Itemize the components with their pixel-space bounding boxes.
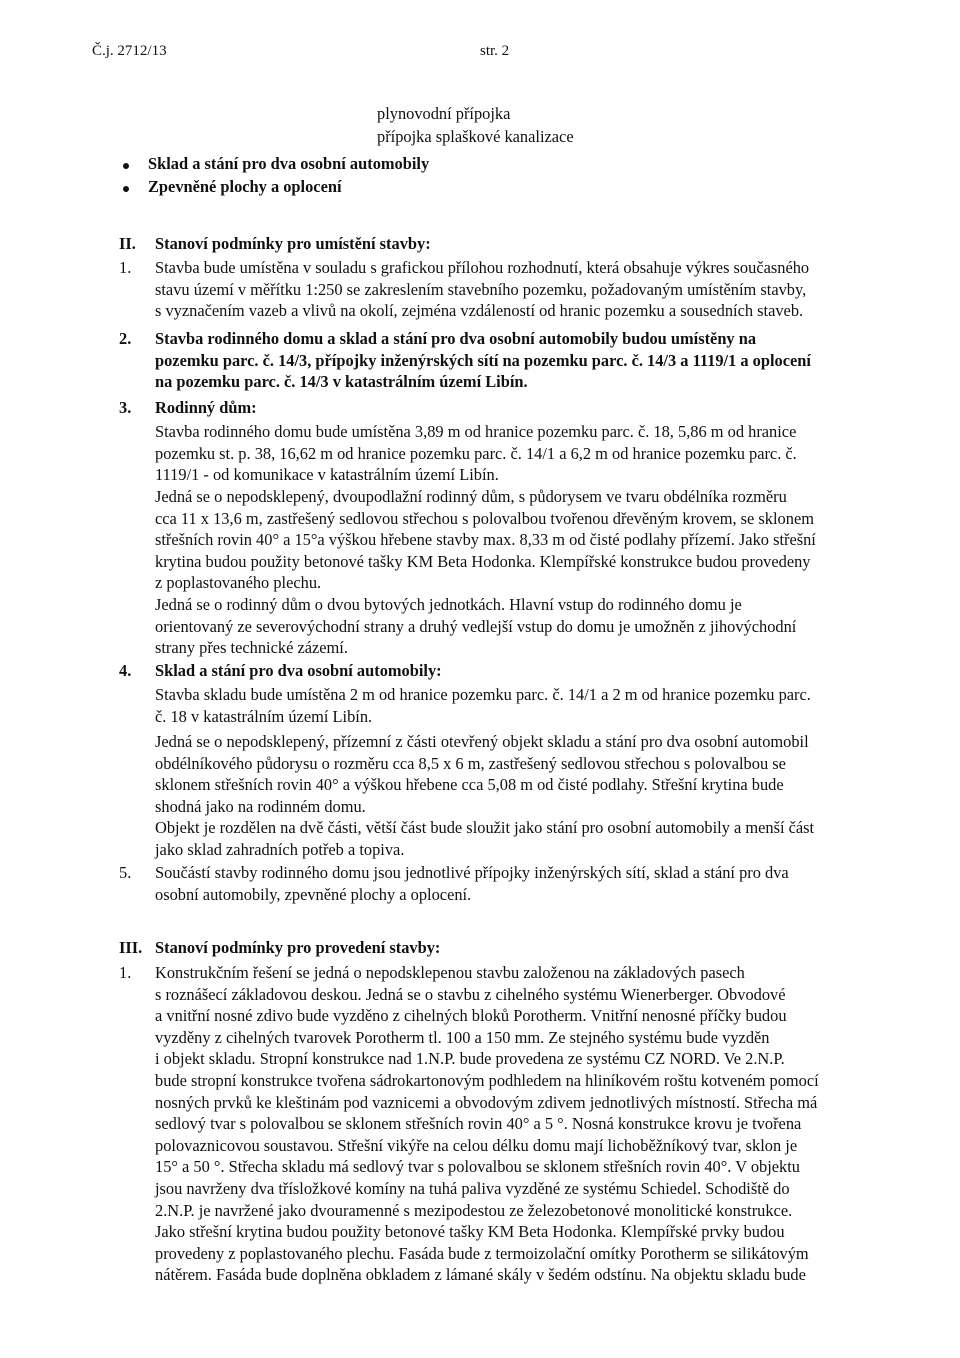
text-line: jsou navrženy dva třísložkové komíny na tuhá paliva vyzděné ze systému Schiedel. Schodiště do xyxy=(155,1178,790,1198)
text-line: pozemku parc. č. 14/3, přípojky inženýrských sítí na pozemku parc. č. 14/3 a 1119/1 a oplocení xyxy=(155,350,811,370)
text-line: Jedná se o rodinný dům o dvou bytových jednotkách. Hlavní vstup do rodinného domu je xyxy=(155,595,742,614)
text-line: bude stropní konstrukce tvořena sádrokartonovým podhledem na hliníkovém roštu kotveném pomocí xyxy=(155,1070,819,1090)
item-3-paragraph-2 xyxy=(155,486,873,594)
text-line: i objekt skladu. Stropní konstrukce nad 1.N.P. bude provedena ze systému CZ NORD. Ve 2.N.P. xyxy=(155,1049,785,1069)
item-number: 1. xyxy=(119,963,132,982)
item-4-paragraph-3 xyxy=(155,817,873,860)
text-line: Stavba rodinného domu a sklad a stání pro dva osobní automobily budou umístěny na xyxy=(155,329,757,348)
text-line: vyzděny z cihelných tvarovek Porotherm tl. 100 a 150 mm. Ze stejného systému bude vyzděn xyxy=(155,1027,770,1047)
text-line: Stavba skladu bude umístěna 2 m od hranice pozemku parc. č. 14/1 a 2 m od hranice pozemku parc. xyxy=(155,685,811,704)
text-line: polovaznicovou soustavou. Střešní vikýře na celou délku domu mají lichoběžníkový tvar, sklon je xyxy=(155,1135,798,1155)
text-line: Jedná se o nepodsklepený, dvoupodlažní rodinný dům, s půdorysem ve tvaru obdélníka rozměru xyxy=(155,487,787,506)
text-line: 1119/1 - od komunikace v katastrálním území Libín. xyxy=(155,465,499,485)
page-number: str. 2 xyxy=(480,43,510,59)
item-number: 1. xyxy=(119,258,132,277)
item-1-text xyxy=(155,257,873,322)
connection-line-sewer: přípojka splaškové kanalizace xyxy=(377,127,574,146)
text-line: pozemku st. p. 38, 16,62 m od hranice pozemku parc. č. 14/1 a 6,2 m od hranice pozemku parc. č. xyxy=(155,443,797,463)
item-3-heading: Rodinný dům: xyxy=(155,398,257,417)
text-line: Objekt je rozdělen na dvě části, větší část bude sloužit jako stání pro osobní automobily a menší část xyxy=(155,818,815,837)
text-line: stavu území v měřítku 1:250 se zakreslením stavebního pozemku, požadovaným umístěním stavby, xyxy=(155,279,807,299)
text-line: shodná jako na rodinném domu. xyxy=(155,796,366,816)
item-number: 4. xyxy=(119,661,132,680)
text-line: osobní automobily, zpevněné plochy a oplocení. xyxy=(155,884,472,904)
item-number: 5. xyxy=(119,863,132,882)
bullet-icon xyxy=(123,163,129,169)
text-line: nátěrem. Fasáda bude doplněna obkladem z lámané skály v šedém odstínu. Na objektu skladu bude xyxy=(155,1265,806,1285)
text-line: Stavba bude umístěna v souladu s grafickou přílohou rozhodnutí, která obsahuje výkres současného xyxy=(155,258,810,277)
item-number: 2. xyxy=(119,329,132,348)
item-5-text xyxy=(155,862,873,905)
text-line: z poplastovaného plechu. xyxy=(155,573,322,593)
text-line: na pozemku parc. č. 14/3 v katastrálním území Libín. xyxy=(155,372,528,392)
text-line: Stavba rodinného domu bude umístěna 3,89 m od hranice pozemku parc. č. 18, 5,86 m od hranice xyxy=(155,422,797,441)
text-line: cca 11 x 13,6 m, zastřešený sedlovou střechou s polovalbou tvořenou dřevěným krovem, se sklonem xyxy=(155,508,814,528)
text-line: obdélníkového půdorysu o rozměru cca 8,5 x 6 m, zastřešený sedlovou střechou s polovalbou se xyxy=(155,753,786,773)
item-4-paragraph-2 xyxy=(155,731,873,817)
text-line: 15° a 50 °. Střecha skladu má sedlový tvar s polovalbou se sklonem střešních rovin 40°. V objektu xyxy=(155,1157,800,1177)
item-3-paragraph-3 xyxy=(155,594,873,659)
text-line: jako sklad zahradních potřeb a topiva. xyxy=(155,839,405,859)
section-3-number: III. xyxy=(119,938,143,957)
text-line: orientovaný ze severovýchodní strany a druhý vedlejší vstup do domu je umožněn z jihovýchodní xyxy=(155,616,797,636)
item-3-paragraph-1 xyxy=(155,421,873,486)
text-line: Jedná se o nepodsklepený, přízemní z části otevřený objekt skladu a stání pro dva osobní automobil xyxy=(155,732,809,751)
section-2-title: Stanoví podmínky pro umístění stavby: xyxy=(155,234,431,253)
text-line: Jako střešní krytina budou použity betonové tašky KM Beta Hodonka. Klempířské prvky budou xyxy=(155,1222,785,1242)
text-line: Konstrukčním řešení se jedná o nepodsklepenou stavbu založenou na základových pasech xyxy=(155,963,745,982)
bullet-item-paved-areas: Zpevněné plochy a oplocení xyxy=(148,177,342,196)
reference-number: Č.j. 2712/13 xyxy=(92,43,167,59)
text-line: sklonem střešních rovin 40° a výškou hřebene cca 5,08 m od čisté podlahy. Střešní krytina bude xyxy=(155,775,784,795)
section-3-item-1-text xyxy=(155,962,873,1286)
text-line: Součástí stavby rodinného domu jsou jednotlivé přípojky inženýrských sítí, sklad a stání pro dva xyxy=(155,863,789,882)
section-2-number: II. xyxy=(119,234,136,253)
item-number: 3. xyxy=(119,398,132,417)
text-line: s vyznačením vazeb a vlivů na okolí, zejména vzdáleností od hranic pozemku a sousedních staveb. xyxy=(155,301,804,321)
section-3-title: Stanoví podmínky pro provedení stavby: xyxy=(155,938,441,957)
text-line: nosných prvků ke kleštinám pod vaznicemi a obvodovým zdivem jednotlivých místností. Střecha má xyxy=(155,1092,818,1112)
text-line: a vnitřní nosné zdivo bude vyzděno z cihelných bloků Porotherm. Vnitřní nenosné příčky budou xyxy=(155,1006,787,1026)
text-line: s roznášecí základovou deskou. Jedná se o stavbu z cihelného systému Wienerberger. Obvodové xyxy=(155,984,786,1004)
text-line: strany přes technické zázemí. xyxy=(155,638,348,658)
text-line: provedeny z poplastovaného plechu. Fasáda bude z termoizolační omítky Porotherm se silikátovým xyxy=(155,1243,809,1263)
item-4-heading: Sklad a stání pro dva osobní automobily: xyxy=(155,661,442,680)
text-line: sedlový tvar s polovalbou se sklonem střešních rovin 40° a 5 °. Nosná konstrukce krovu je tvořena xyxy=(155,1114,802,1134)
item-2-text xyxy=(155,328,873,393)
connection-line-gas: plynovodní přípojka xyxy=(377,104,511,123)
text-line: 2.N.P. je navržené jako dvouramenné s mezipodestou ze železobetonové monolitické konstrukce. xyxy=(155,1200,793,1220)
text-line: č. 18 v katastrálním území Libín. xyxy=(155,706,373,726)
bullet-item-garage: Sklad a stání pro dva osobní automobily xyxy=(148,154,430,173)
item-4-paragraph-1 xyxy=(155,684,873,727)
text-line: krytina budou použity betonové tašky KM Beta Hodonka. Klempířské konstrukce budou provedeny xyxy=(155,551,811,571)
text-line: střešních rovin 40° a 15°a výškou hřebene stavby max. 8,33 m od čisté podlahy přízemí. Jako střešní xyxy=(155,530,816,550)
bullet-icon xyxy=(123,186,129,192)
